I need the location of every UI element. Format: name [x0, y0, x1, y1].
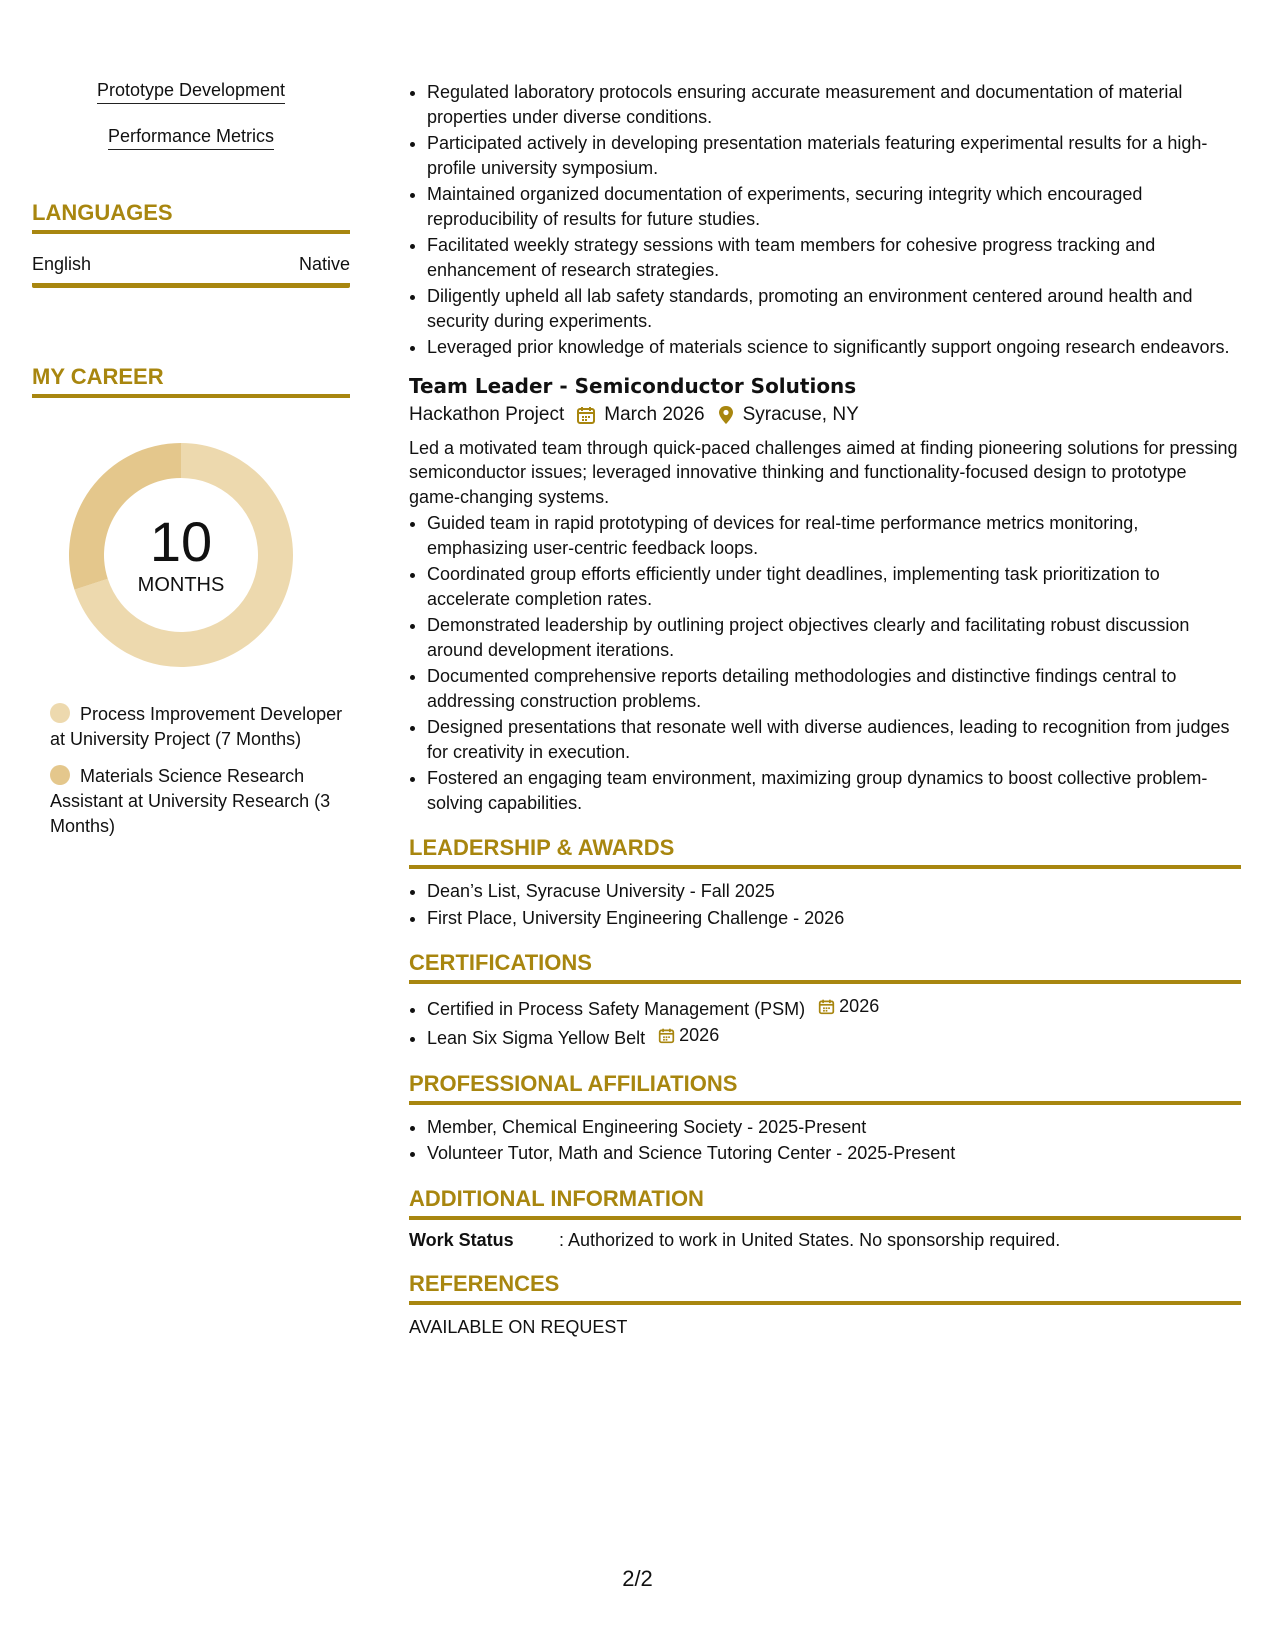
career-donut-chart	[66, 440, 296, 670]
job-org: Hackathon Project	[409, 403, 565, 425]
list-item: • Certified in Process Safety Management (PSM) 2026	[427, 994, 1241, 1021]
career-legend	[50, 702, 350, 839]
list-item: • Fostered an engaging team environment, maximizing group dynamics to boost collective problem-solving capabilities.	[427, 766, 1241, 815]
languages-section	[32, 200, 350, 288]
section-title: CERTIFICATIONS	[409, 950, 1241, 984]
references-text: AVAILABLE ON REQUEST	[409, 1316, 628, 1337]
work-status-row	[409, 1230, 1241, 1251]
work-status-value: : Authorized to work in United States. No sponsorship required.	[559, 1229, 1061, 1250]
section-title: LEADERSHIP & AWARDS	[409, 835, 1241, 869]
job-location: Syracuse, NY	[742, 403, 859, 425]
total-months-unit: MONTHS	[137, 573, 225, 596]
career-section	[32, 364, 350, 839]
job-date: March 2026	[604, 403, 705, 425]
donut-center	[66, 440, 296, 670]
list-item: • First Place, University Engineering Challenge - 2026	[427, 906, 1241, 931]
continued-bullet-list	[409, 80, 1241, 360]
section-title: ADDITIONAL INFORMATION	[409, 1186, 1241, 1220]
main-content	[409, 80, 1241, 1338]
list-item: • Designed presentations that resonate well with diverse audiences, leading to recognition from judges for creativity in execution.	[427, 715, 1241, 764]
skill-item: Performance Metrics	[32, 126, 350, 150]
list-item: • Demonstrated leadership by outlining project objectives clearly and facilitating robust discussion around development iterations.	[427, 613, 1241, 662]
language-row	[32, 234, 350, 288]
list-item: • Leveraged prior knowledge of materials science to significantly support ongoing research endeavors.	[427, 335, 1241, 360]
list-item: • Facilitated weekly strategy sessions with team members for cohesive progress tracking and enhancement of research strategies.	[427, 233, 1241, 282]
additional-info-section	[409, 1186, 1241, 1251]
cert-year: 2026	[679, 1025, 720, 1046]
legend-item: Materials Science Research Assistant at University Research (3 Months)	[50, 766, 331, 836]
section-title: MY CAREER	[32, 364, 350, 398]
list-item: • Participated actively in developing presentation materials featuring experimental results for a high-profile university symposium.	[427, 131, 1241, 180]
list-item: • Volunteer Tutor, Math and Science Tutoring Center - 2025-Present	[427, 1141, 1241, 1166]
job-meta	[409, 404, 1241, 426]
list-item: • Maintained organized documentation of experiments, securing integrity which encouraged reproducibility of results for future studies.	[427, 182, 1241, 231]
list-item: • Member, Chemical Engineering Society - 2025-Present	[427, 1115, 1241, 1140]
list-item: • Diligently upheld all lab safety standards, promoting an environment centered around health and security during experiments.	[427, 284, 1241, 333]
list-item: • Coordinated group efforts efficiently under tight deadlines, implementing task prioritization to accelerate completion rates.	[427, 562, 1241, 611]
language-name: English	[32, 254, 92, 274]
total-months-number: 10	[149, 509, 213, 573]
job-description: Led a motivated team through quick-paced challenges aimed at finding pioneering solutions for pressing semiconductor issues; leveraged innovative thinking and functionality-focused design to prototype game-changing systems.	[409, 437, 1238, 507]
awards-section	[409, 835, 1241, 930]
list-item: • Lean Six Sigma Yellow Belt 2026	[427, 1023, 1241, 1050]
legend-dot-icon	[50, 703, 70, 723]
calendar-icon	[576, 405, 596, 425]
legend-item: Process Improvement Developer at University Project (7 Months)	[50, 704, 343, 749]
list-item: • Documented comprehensive reports detailing methodologies and distinctive findings central to addressing construction problems.	[427, 664, 1241, 713]
list-item: • Guided team in rapid prototyping of devices for real-time performance metrics monitoring, emphasizing user-centric feedback loops.	[427, 511, 1241, 560]
affiliations-section	[409, 1071, 1241, 1166]
references-section	[409, 1271, 1241, 1338]
calendar-icon	[658, 1027, 675, 1044]
location-pin-icon	[717, 405, 735, 425]
section-title: REFERENCES	[409, 1271, 1241, 1305]
list-item: • Dean’s List, Syracuse University - Fall 2025	[427, 879, 1241, 904]
legend-dot-icon	[50, 765, 70, 785]
certifications-section	[409, 950, 1241, 1051]
cert-year: 2026	[839, 996, 880, 1016]
sidebar	[32, 80, 350, 851]
section-title: LANGUAGES	[32, 200, 350, 234]
work-status-label: Work Status	[409, 1229, 514, 1250]
section-title: PROFESSIONAL AFFILIATIONS	[409, 1071, 1241, 1105]
list-item: • Regulated laboratory protocols ensuring accurate measurement and documentation of material properties under diverse conditions.	[427, 80, 1241, 129]
skill-item: Prototype Development	[32, 80, 350, 104]
job-bullet-list	[409, 511, 1241, 815]
language-level: Native	[298, 254, 350, 274]
page-number: 2/2	[622, 1566, 653, 1591]
calendar-icon	[818, 998, 835, 1015]
job-title: Team Leader - Semiconductor Solutions	[409, 373, 857, 398]
